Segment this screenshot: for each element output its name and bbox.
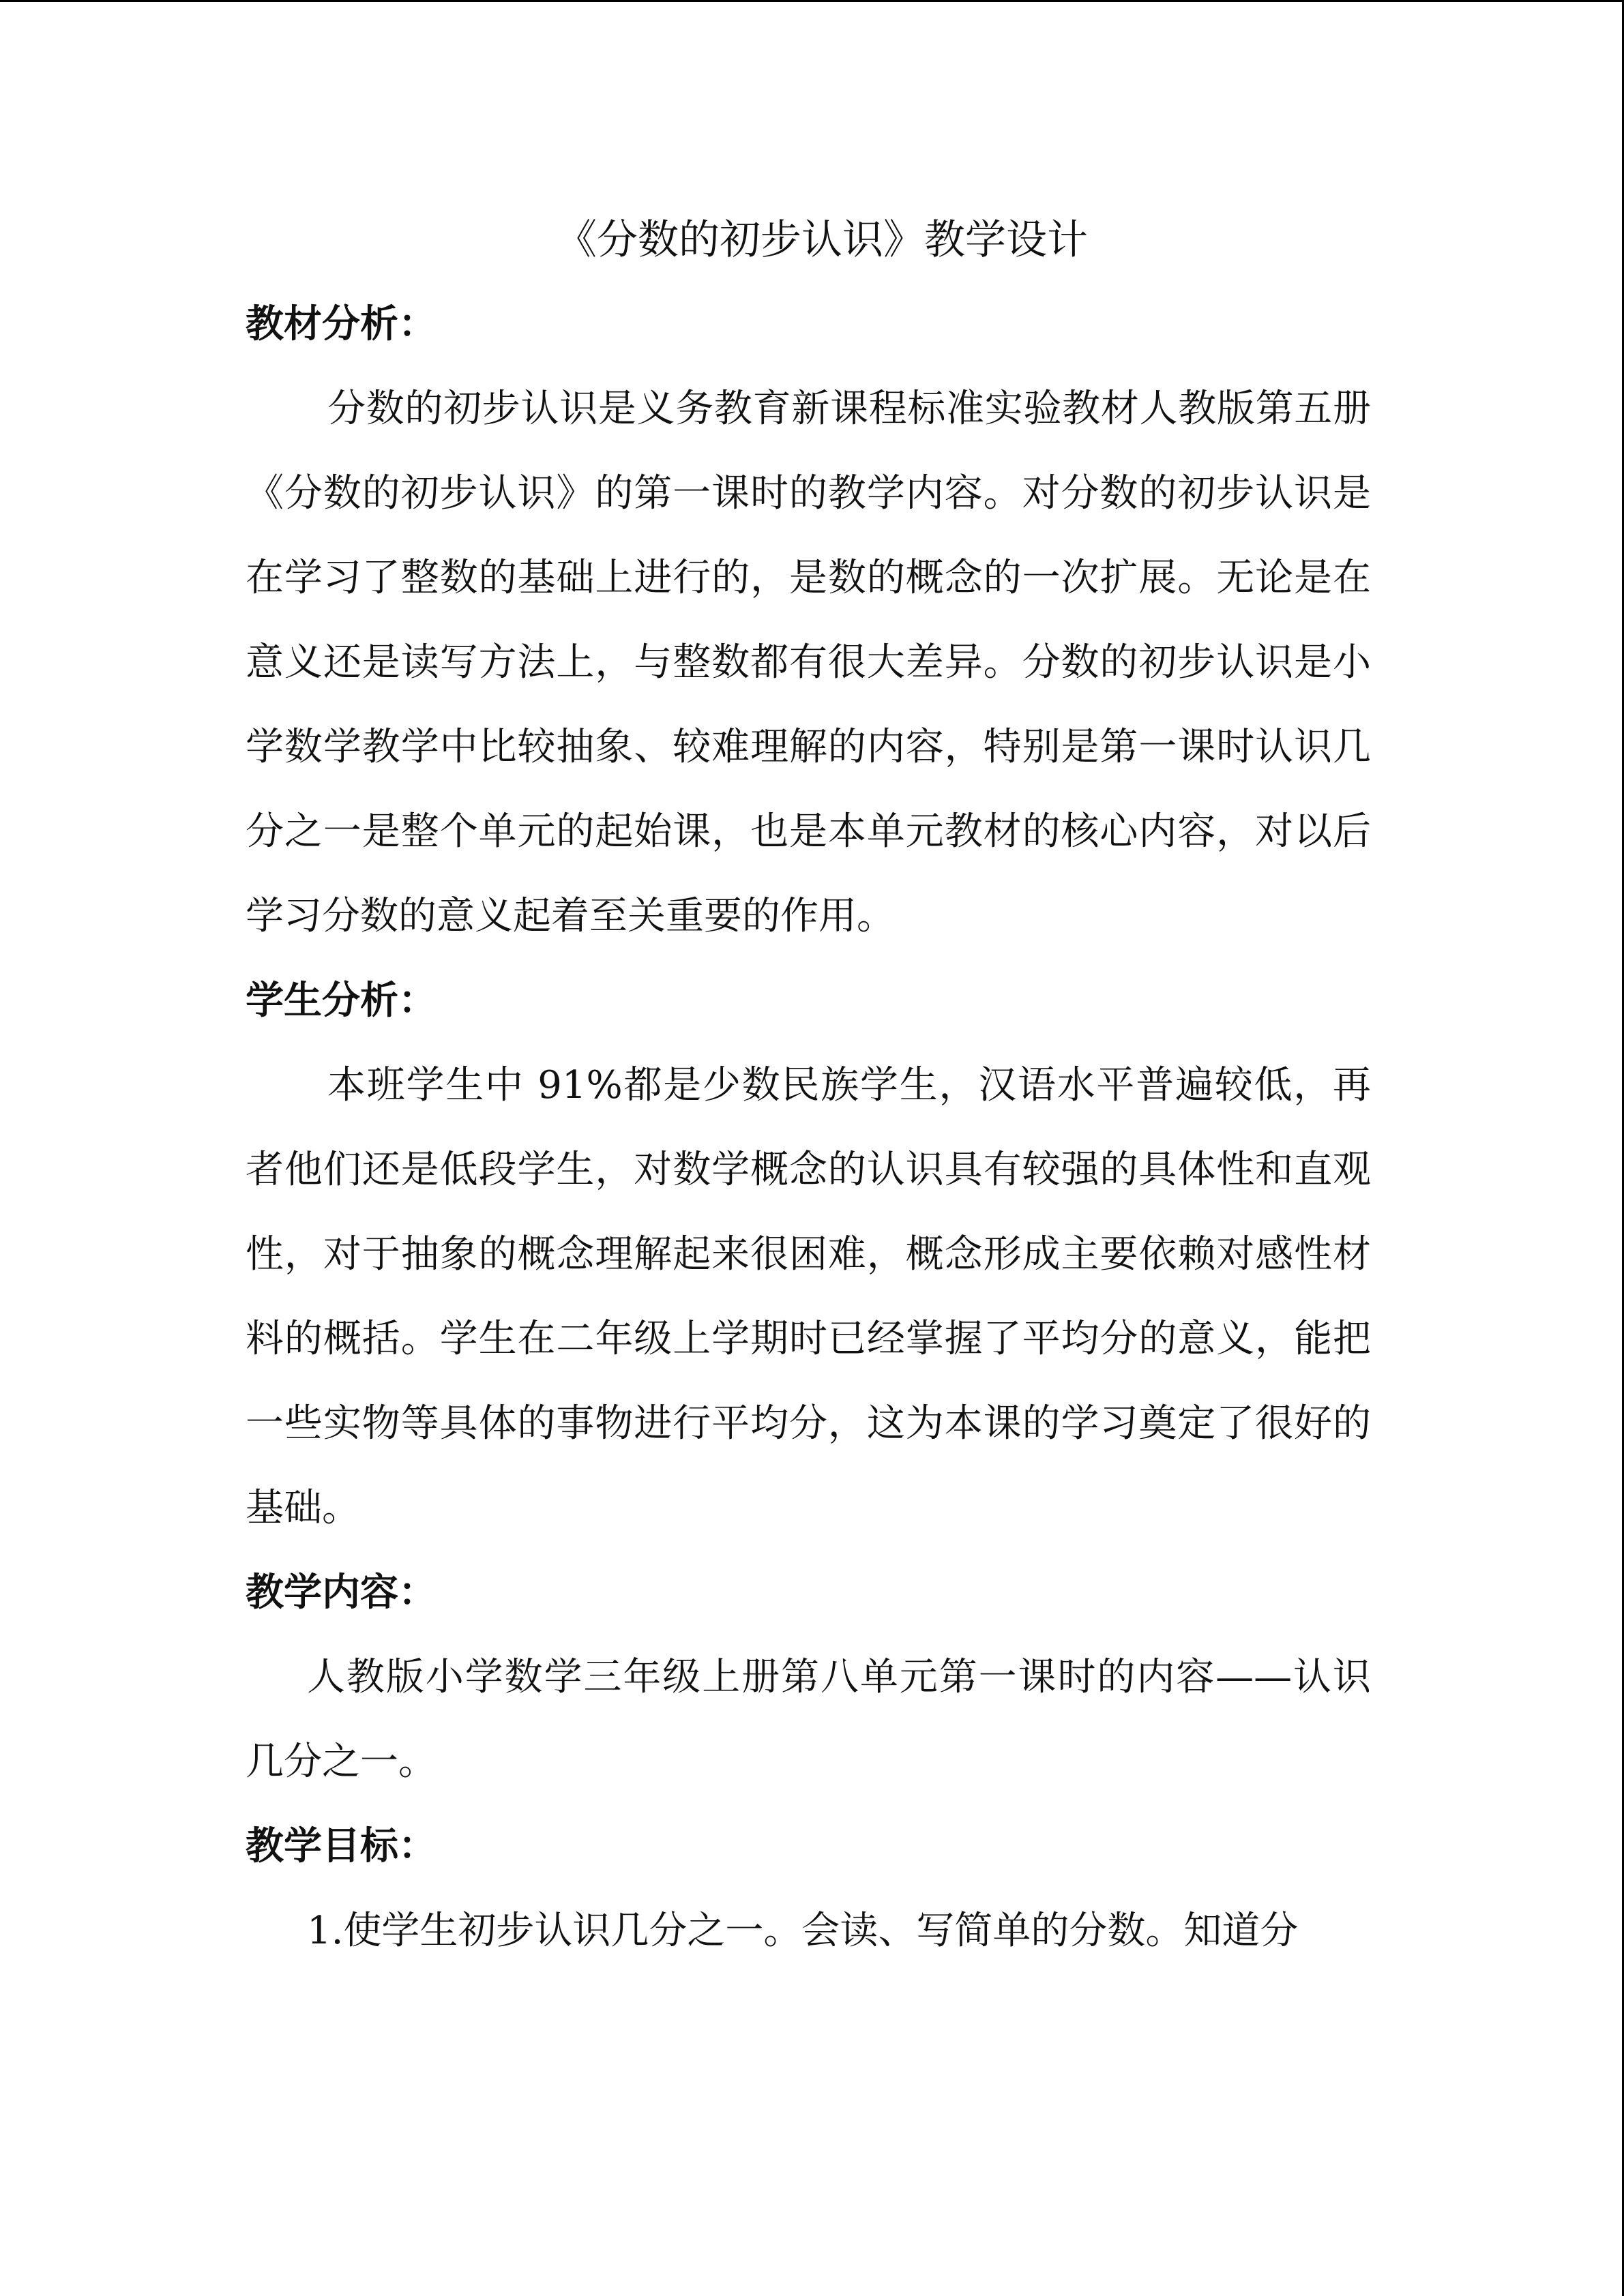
document-body bbox=[246, 198, 1371, 1973]
section-paragraph-student-analysis: 本班学生中 91%都是少数民族学生，汉语水平普遍较低，再者他们还是低段学生，对数学概念的认识具有较强的具体性和直观性，对于抽象的概念理解起来很困难，概念形成主要依赖对感性材料的概括。学生在二年级上学期时已经掌握了平均分的意义，能把一些实物等具体的事物进行平均分，这为本课的学习奠定了很好的基础。 bbox=[246, 1063, 1371, 1530]
section-heading-student-analysis: 学生分析： bbox=[246, 979, 437, 1023]
section-heading-textbook-analysis: 教材分析： bbox=[246, 302, 437, 346]
section-paragraph-teaching-content: 人教版小学数学三年级上册第八单元第一课时的内容——认识几分之一。 bbox=[246, 1655, 1371, 1784]
section-heading-teaching-content: 教学内容： bbox=[246, 1570, 437, 1615]
section-heading-teaching-goals: 教学目标： bbox=[246, 1824, 437, 1868]
section-paragraph-teaching-goals: 1.使学生初步认识几分之一。会读、写简单的分数。知道分 bbox=[307, 1909, 1299, 1953]
page-border-top bbox=[0, 0, 1624, 2]
document-title: 《分数的初步认识》教学设计 bbox=[556, 216, 1088, 264]
section-paragraph-textbook-analysis: 分数的初步认识是义务教育新课程标准实验教材人教版第五册《分数的初步认识》的第一课时的教学内容。对分数的初步认识是在学习了整数的基础上进行的，是数的概念的一次扩展。无论是在意义还是读写方法上，与整数都有很大差异。分数的初步认识是小学数学教学中比较抽象、较难理解的内容，特别是第一课时认识几分之一是整个单元的起始课，也是本单元教材的核心内容，对以后学习分数的意义起着至关重要的作用。 bbox=[246, 387, 1371, 938]
